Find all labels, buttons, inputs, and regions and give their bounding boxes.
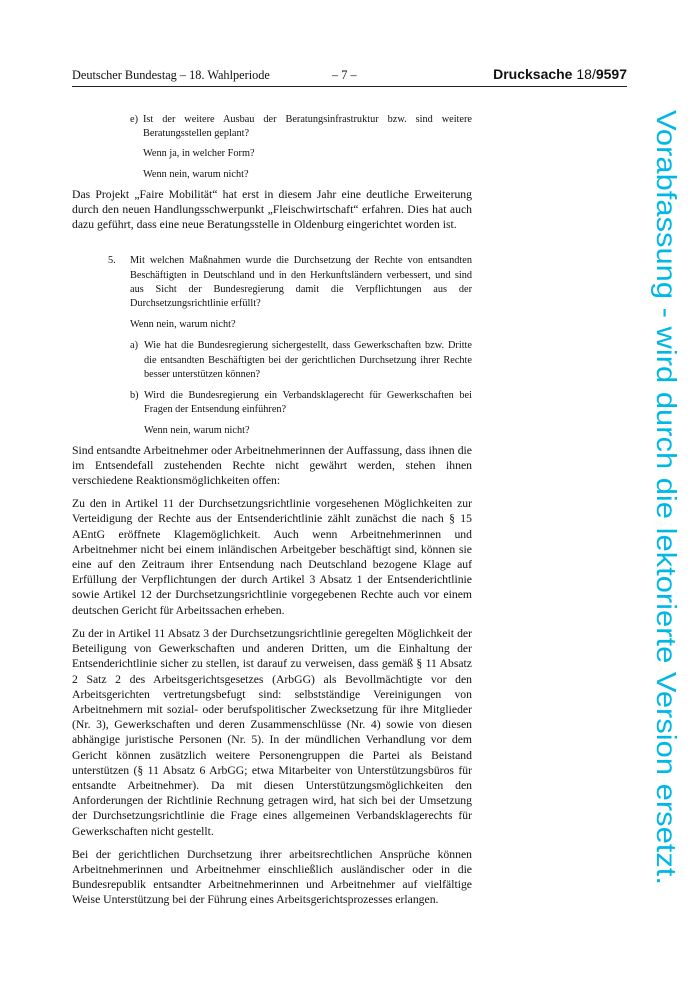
- watermark-text: Vorabfassung - wird durch die lektorierte Version ersetzt.: [651, 110, 682, 800]
- question-5b-label: b): [130, 390, 139, 402]
- question-5b-text: Wird die Bundesregierung ein Verbandsklagerecht für Gewerkschaften bei Fragen der Entsendung einführen?: [144, 390, 472, 416]
- question-5-sub: Wenn nein, warum nicht?: [130, 319, 236, 331]
- question-5b-sub: Wenn nein, warum nicht?: [144, 425, 250, 437]
- question-e-sub1: Wenn ja, in welcher Form?: [143, 148, 255, 160]
- answer-paragraph-2: Sind entsandte Arbeitnehmer oder Arbeitnehmerinnen der Auffassung, dass ihnen die im Entsendefall zustehenden Rechte nicht gewährt werden, stehen ihnen verschiedene Reaktionsmöglichkeiten offen:: [72, 443, 472, 488]
- header-number: 9597: [595, 66, 627, 82]
- question-5-text: Mit welchen Maßnahmen wurde die Durchsetzung der Rechte von entsandten Beschäftigten in Deutschland und in den Herkunftsländern verbessert, und sind aus Sicht der Bundesregierung damit die Verpflichtungen aus der Durchsetzungsrichtlinie erfüllt?: [130, 255, 472, 310]
- question-5: [108, 254, 472, 438]
- question-e-item: [130, 113, 472, 141]
- question-e-sub2: Wenn nein, warum nicht?: [143, 168, 249, 180]
- question-5a-item: [130, 339, 472, 382]
- question-5-item: [108, 254, 472, 311]
- question-e: [130, 113, 472, 182]
- question-5a-text: Wie hat die Bundesregierung sichergestellt, dass Gewerkschaften bzw. Dritte die entsandten Beschäftigten bei der gerichtlichen Durchsetzung ihrer Rechte besser unterstützen können?: [144, 340, 472, 380]
- draft-watermark: [633, 0, 683, 990]
- question-5b-item: [130, 389, 472, 417]
- header-drucksache-label: Drucksache: [493, 66, 573, 82]
- header-document-number: [493, 66, 627, 82]
- answer-paragraph-5: Bei der gerichtlichen Durchsetzung ihrer arbeitsrechtlichen Ansprüche können Arbeitnehmerinnen und Arbeitnehmer einschließlich ausländischer oder in die Bundesrepublik entsandter Arbeitnehmerinnen und Arbeitnehmer auf vielfältige Weise Unterstützung bei der Führung eines Arbeitsgerichtsprozesses erlangen.: [72, 847, 472, 907]
- answer-paragraph-3: Zu den in Artikel 11 der Durchsetzungsrichtlinie vorgesehenen Möglichkeiten zur Verteidigung der Rechte aus der Entsenderichtlinie zählt zunächst die nach § 15 AEntG eröffnete Klagemöglichkeit. Auch wenn Arbeitnehmerinnen und Arbeitnehmer nicht bei einem inländischen Arbeitgeber beschäftigt sind, können sie eine auf den Zeitraum ihrer Entsendung nach Deutschland bezogene Klage auf Erfüllung der Verpflichtungen der durch Artikel 3 Absatz 1 der Entsenderichtlinie sowie Artikel 12 der Durchsetzungsrichtlinie vorgegebenen Rechte auch vor einem deutschen Gericht für Arbeitssachen erheben.: [72, 497, 472, 617]
- question-e-text: Ist der weitere Ausbau der Beratungsinfrastruktur bzw. sind weitere Beratungsstellen geplant?: [143, 114, 472, 140]
- header-publication: Deutscher Bundestag – 18. Wahlperiode: [72, 68, 270, 82]
- answer-paragraph-1: Das Projekt „Faire Mobilität“ hat erst in diesem Jahr eine deutliche Erweiterung durch den neuen Handlungsschwerpunkt „Fleischwirtschaft“ erfahren. Dies hat auch dazu geführt, dass eine neue Beratungsstelle in Oldenburg eingerichtet worden ist.: [72, 187, 472, 232]
- document-body: [72, 113, 472, 908]
- page-header: [72, 66, 627, 87]
- header-page-number: – 7 –: [332, 68, 357, 82]
- question-5-label: 5.: [108, 255, 116, 267]
- question-5a-label: a): [130, 340, 138, 352]
- question-e-label: e): [130, 114, 138, 125]
- header-number-prefix: 18/: [576, 66, 596, 82]
- answer-paragraph-4: Zu der in Artikel 11 Absatz 3 der Durchsetzungsrichtlinie geregelten Möglichkeit der Beteiligung von Gewerkschaften und anderen Dritten, um die Einhaltung der Entsenderichtlinie sicher zu stellen, ist darauf zu verweisen, dass gemäß § 11 Absatz 2 Satz 2 des Arbeitsgerichtsgesetzes (ArbGG) als Bevollmächtigte vor den Arbeitsgerichten vertretungsbefugt sind: selbstständige Vereinigungen von Arbeitnehmern mit sozial- oder berufspolitischer Zwecksetzung für ihre Mitglieder (Nr. 3), Gewerkschaften und deren Zusammenschlüsse (Nr. 4) sowie von diesen abhängige juristische Personen (Nr. 5). In der mündlichen Verhandlung vor dem Gericht können zusätzlich weitere Personengruppen die Partei als Beistand unterstützen (§ 11 Absatz 6 ArbGG; etwa Mitarbeiter von Unterstützungsbüros für entsandte Arbeitnehmer). Da mit diesen Unterstützungsmöglichkeiten den Anforderungen der Richtlinie Rechnung getragen wird, hat sich bei der Umsetzung der Durchsetzungsrichtlinie die Frage eines allgemeinen Verbandsklagerechts für Gewerkschaften nicht gestellt.: [72, 626, 472, 838]
